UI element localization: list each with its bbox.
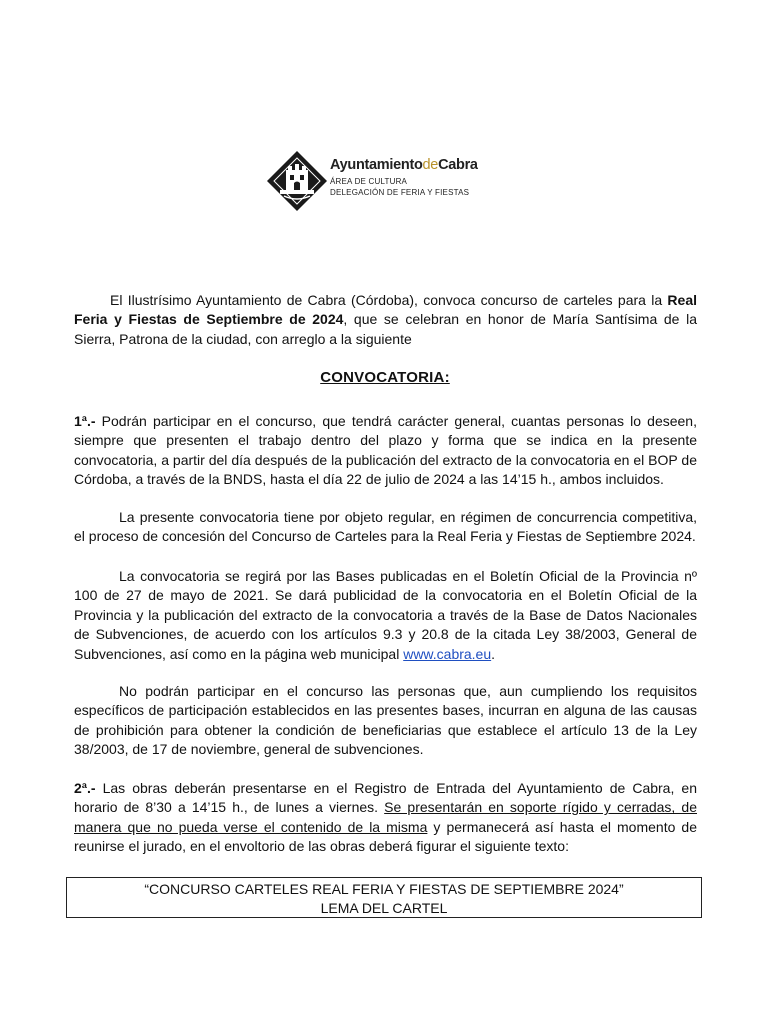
lema-box-line-1: “CONCURSO CARTELES REAL FERIA Y FIESTAS DE SEPTIEMBRE 2024” [144, 881, 624, 897]
section-1-label: 1ª.- [74, 413, 96, 429]
section-1-objeto-paragraph: La presente convocatoria tiene por objeto regular, en régimen de concurrencia competitiva, el proceso de concesión del Concurso de Carteles para la Real Feria y Fiestas de Septiembre 2024. [74, 509, 697, 545]
section-2-label: 2ª.- [74, 780, 96, 796]
section-1-bases-paragraph: La convocatoria se regirá por las Bases publicadas en el Boletín Oficial de la Provincia nº 100 de 27 de mayo de 2021. Se dará publicidad de la convocatoria en el Boletín Oficial de la Provincia y la publicación del extracto de la convocatoria a través de la Base de Datos Nacionales de Subvenciones, de acuerdo con los artículos 9.3 y 20.8 de la citada Ley 38/2003, General de Subvenciones, así como en la página web municipal www.cabra.eu. [74, 568, 697, 662]
logo-subtitle-delegacion: DELEGACIÓN DE FERIA Y FIESTAS [330, 188, 470, 197]
lema-box [66, 877, 702, 918]
logo-title: AyuntamientodeCabra [330, 157, 478, 173]
logo-subtitle-area: ÁREA DE CULTURA [330, 177, 408, 186]
lema-box-line-2: LEMA DEL CARTEL [320, 900, 448, 916]
coat-of-arms-icon [266, 150, 328, 212]
section-2-paragraph: 2ª.- Las obras deberán presentarse en el Registro de Entrada del Ayuntamiento de Cabra, en horario de 8’30 a 14’15 h., de lunes a viernes. Se presentarán en soporte rígido y cerradas, de manera que no pueda verse el contenido de la misma y permanecerá así hasta el momento de reunirse el jurado, en el envoltorio de las obras deberá figurar el siguiente texto: [74, 780, 698, 855]
section-1-prohibicion-paragraph: No podrán participar en el concurso las personas que, aun cumpliendo los requisitos específicos de participación establecidos en las presentes bases, incurran en alguna de las causas de prohibición para obtener la condición de beneficiarias que establece el artículo 13 de la Ley 38/2003, de 17 de noviembre, general de subvenciones. [74, 683, 697, 758]
convocatoria-heading: CONVOCATORIA: [320, 369, 450, 386]
section-1-paragraph: 1ª.- Podrán participar en el concurso, que tendrá carácter general, cuantas personas lo deseen, siempre que presenten el trabajo dentro del plazo y forma que se indica en la presente convocatoria, a partir del día después de la publicación del extracto de la convocatoria en el BOP de Córdoba, a través de la BNDS, hasta el día 22 de julio de 2024 a las 14’15 h., ambos incluidos. [74, 413, 697, 488]
intro-paragraph: El Ilustrísimo Ayuntamiento de Cabra (Córdoba), convoca concurso de carteles para la Real Feria y Fiestas de Septiembre de 2024, que se celebran en honor de María Santísima de la Sierra, Patrona de la ciudad, con arreglo a la siguiente [74, 292, 697, 347]
ayuntamiento-logo [266, 150, 486, 214]
cabra-website-link[interactable]: www.cabra.eu [403, 645, 492, 662]
